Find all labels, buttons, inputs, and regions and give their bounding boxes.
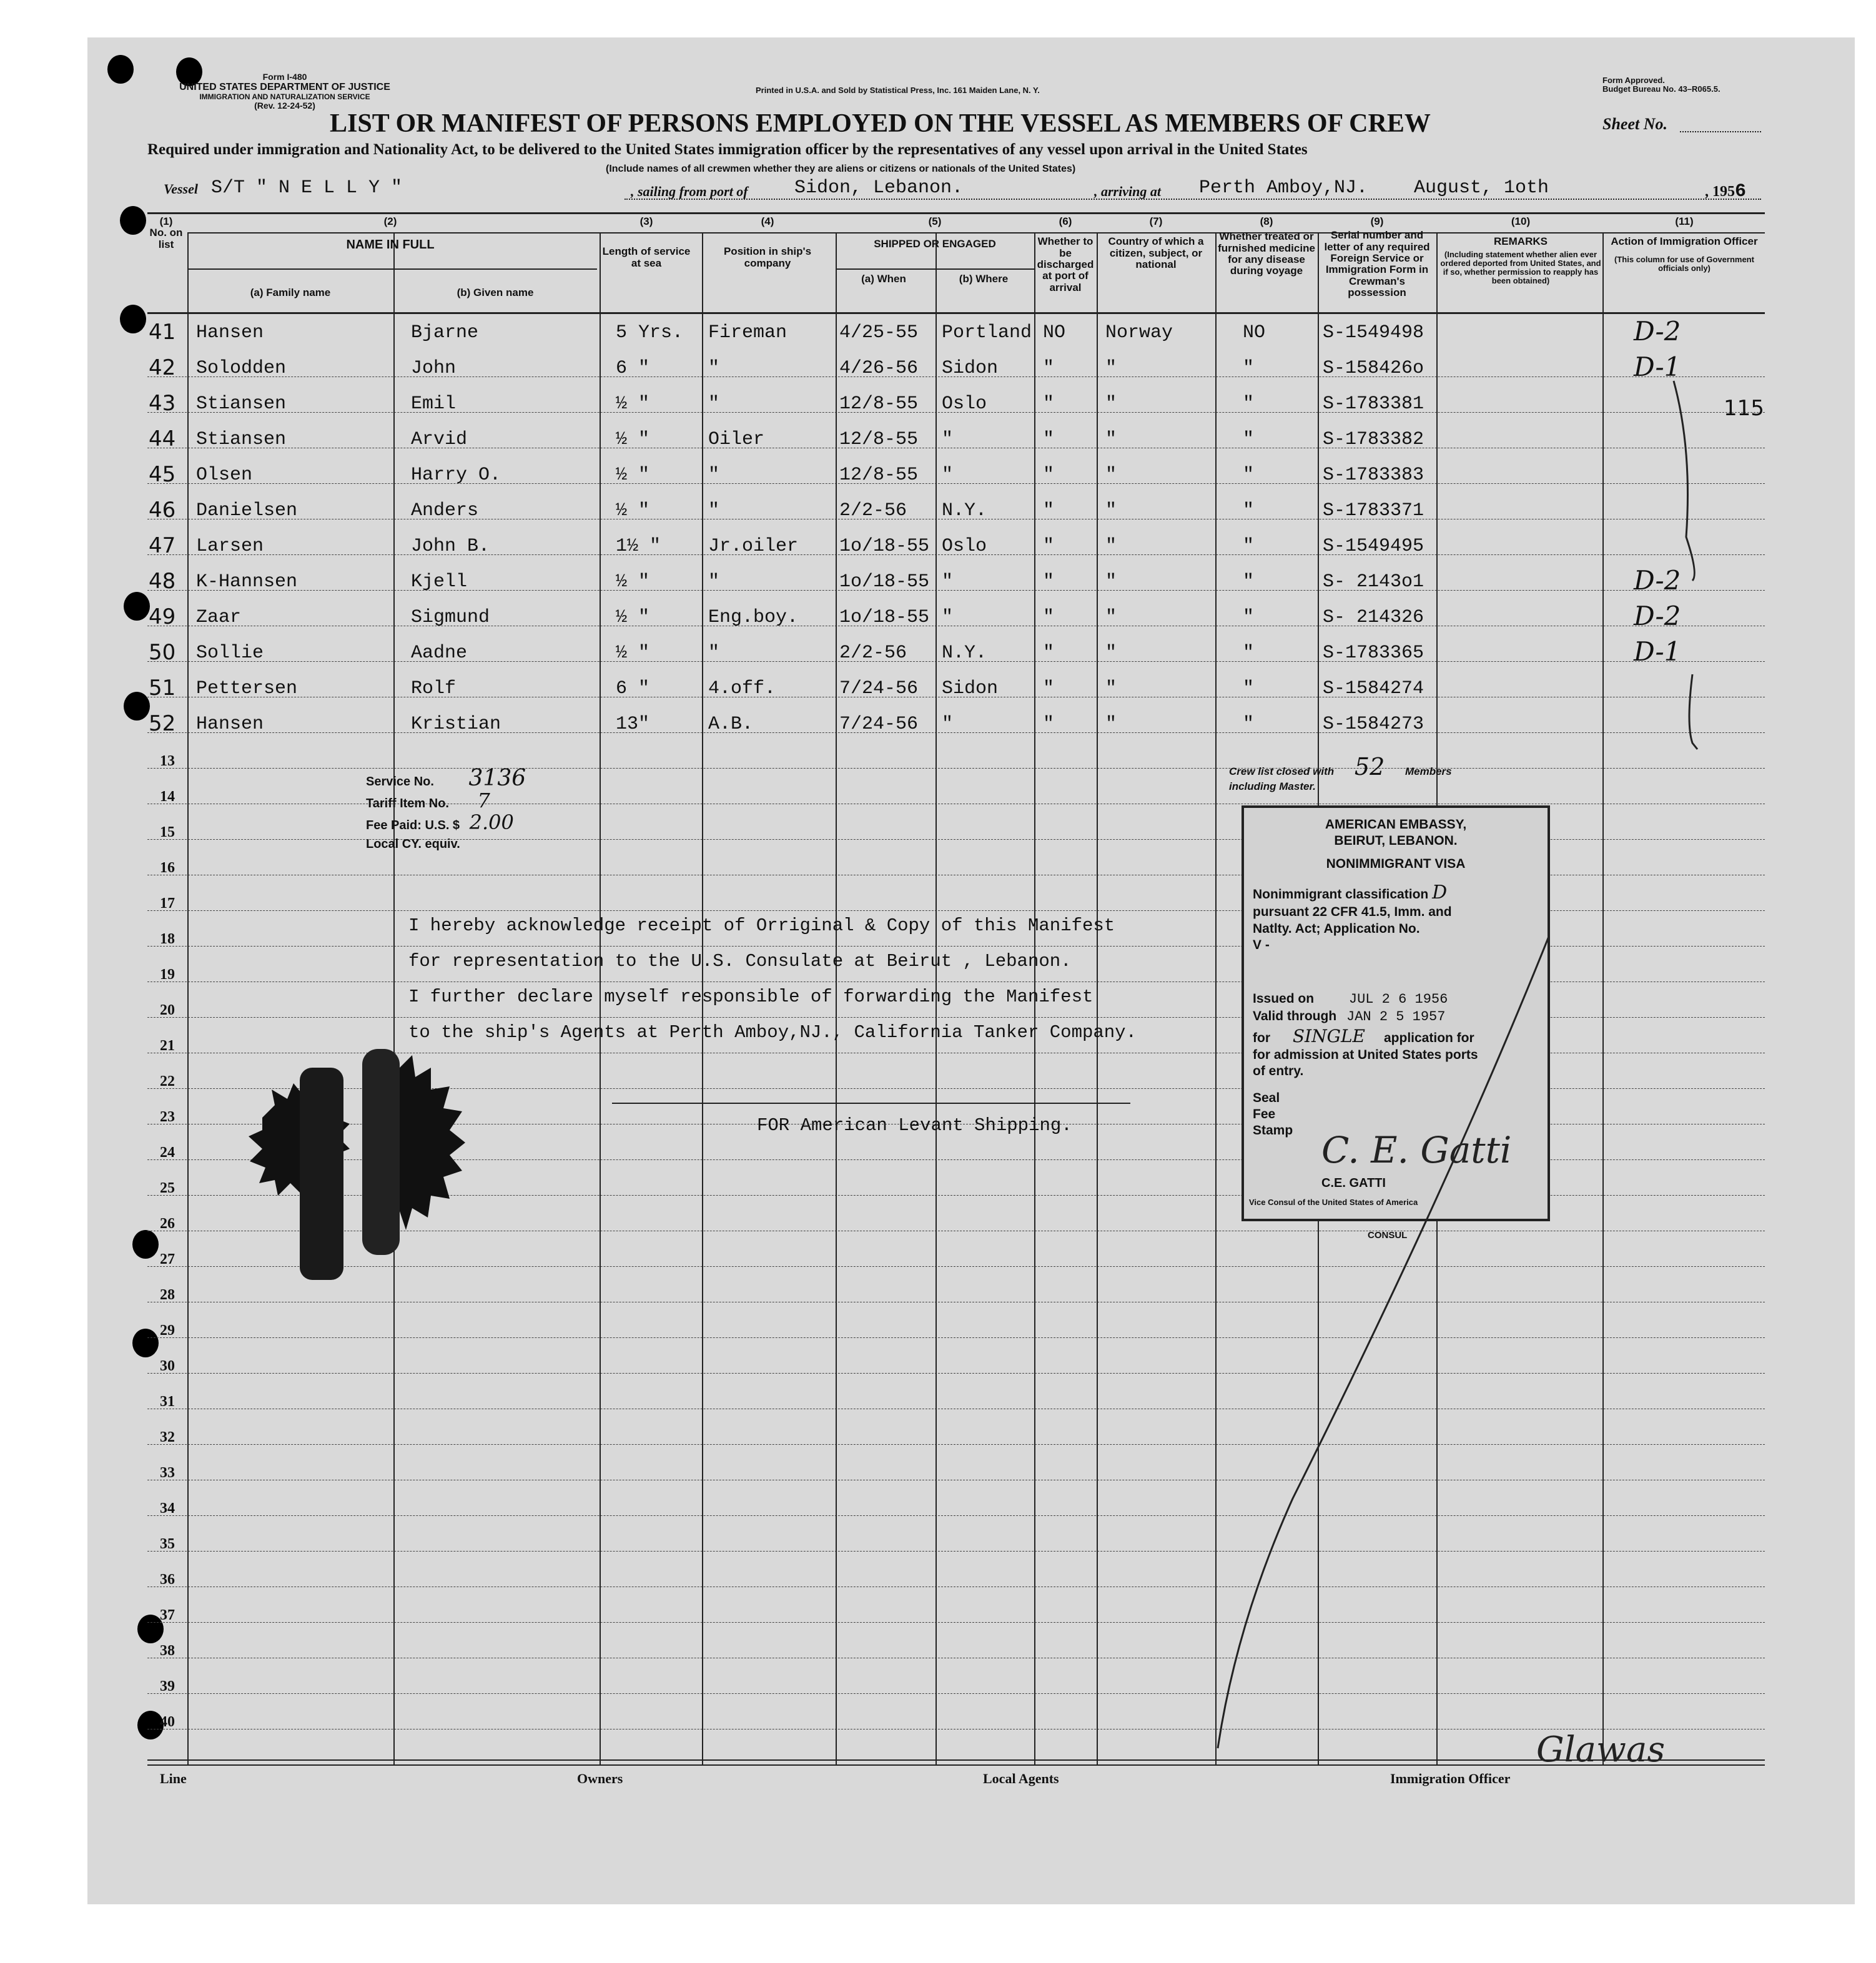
row-number: 48 (149, 569, 176, 594)
position: Jr.oiler (708, 536, 799, 557)
table-top-rule (147, 212, 1765, 214)
family-name: Danielsen (196, 500, 298, 521)
family-name: Pettersen (196, 678, 298, 699)
discharge: NO (1043, 322, 1066, 343)
column-rule (187, 232, 189, 1764)
row-number: 50 (149, 640, 176, 665)
row-number: 13 (160, 753, 175, 769)
serial-number: S- 214326 (1323, 607, 1424, 628)
position: Fireman (708, 322, 787, 343)
row-number: 28 (160, 1287, 175, 1303)
family-name: Larsen (196, 536, 264, 557)
col2b-header: (b) Given name (457, 287, 534, 298)
serial-number: S-1783365 (1323, 642, 1424, 664)
country: " (1105, 536, 1117, 557)
declaration-line: I further declare myself responsible of forwarding the Manifest (408, 986, 1094, 1007)
crew-list-note: Crew list closed with 52 Members including Master. (1229, 753, 1452, 792)
treated: " (1243, 678, 1255, 699)
col9-header: (9) Serial number and letter of any required Foreign Service or Immigration Form in Crewman's possession (1324, 215, 1430, 299)
row-rule (147, 768, 1765, 769)
col3-header: (3) Length of service at sea (602, 215, 691, 269)
punch-hole (120, 206, 146, 235)
shipped-when: 12/8-55 (839, 393, 919, 415)
row-number: 35 (160, 1536, 175, 1552)
given-name: John (411, 358, 457, 379)
position: Eng.boy. (708, 607, 799, 628)
serial-number: S-1584274 (1323, 678, 1424, 699)
given-name: Anders (411, 500, 479, 521)
service-length: 6 " (616, 358, 650, 379)
row-number: 43 (149, 391, 176, 416)
officer-signature: Glawas (1536, 1729, 1666, 1770)
treated: " (1243, 429, 1255, 450)
shipped-where: Portland (942, 322, 1032, 343)
form-subtitle: Required under immigration and Nationality Act, to be delivered to the United States immigration officer by the representatives of any vessel upon arrival in the United States (147, 141, 1308, 158)
serial-number: S-1783381 (1323, 393, 1424, 415)
treated: " (1243, 571, 1255, 593)
service-length: 1½ " (616, 536, 661, 557)
col2-number: (2) (383, 215, 397, 227)
row-number: 40 (160, 1714, 175, 1730)
given-name: Kristian (411, 714, 501, 735)
position: 4.off. (708, 678, 776, 699)
officer-action: D-2 (1634, 601, 1681, 631)
col5-header: (5) SHIPPED OR ENGAGED (874, 215, 996, 250)
shipped-when: 1o/18-55 (839, 571, 930, 593)
row-number: 23 (160, 1109, 175, 1125)
family-name: Sollie (196, 642, 264, 664)
form-approval: Form Approved. Budget Bureau No. 43–R065.5. (1602, 76, 1720, 94)
family-name: Olsen (196, 465, 253, 486)
row-number: 26 (160, 1216, 175, 1232)
treated: " (1243, 714, 1255, 735)
given-name: Kjell (411, 571, 468, 593)
position: " (708, 571, 720, 593)
family-name: Hansen (196, 714, 264, 735)
shipped-when: 2/2-56 (839, 642, 907, 664)
family-name: Solodden (196, 358, 287, 379)
country: " (1105, 500, 1117, 521)
country: " (1105, 465, 1117, 486)
family-name: K-Hannsen (196, 571, 298, 593)
row-number: 33 (160, 1465, 175, 1481)
service-length: ½ " (616, 642, 650, 664)
discharge: " (1043, 465, 1055, 486)
country: " (1105, 607, 1117, 628)
row-number: 21 (160, 1038, 175, 1054)
service-length: ½ " (616, 429, 650, 450)
row-number: 36 (160, 1572, 175, 1588)
row-number: 49 (149, 604, 176, 629)
given-name: Bjarne (411, 322, 479, 343)
officer-action: D-1 (1634, 636, 1681, 667)
service-length: ½ " (616, 393, 650, 415)
service-length: ½ " (616, 607, 650, 628)
row-number: 14 (160, 789, 175, 805)
punch-hole (132, 1329, 159, 1357)
row-number: 51 (149, 676, 176, 701)
service-length: 5 Yrs. (616, 322, 684, 343)
col5a-header: (a) When (861, 273, 906, 285)
arrival-port: Perth Amboy,NJ. (1199, 177, 1368, 199)
position: Oiler (708, 429, 765, 450)
row-number: 44 (149, 426, 176, 451)
treated: NO (1243, 322, 1266, 343)
officer-action: D-1 (1634, 352, 1681, 382)
shipped-where: Oslo (942, 393, 987, 415)
family-name: Hansen (196, 322, 264, 343)
col10-header: (10) REMARKS (Including statement whether alien ever ordered deported from United States, and if so, whether permission to reapply has been obtained) (1440, 215, 1601, 285)
discharge: " (1043, 678, 1055, 699)
family-name: Zaar (196, 607, 242, 628)
discharge: " (1043, 571, 1055, 593)
given-name: Arvid (411, 429, 468, 450)
service-length: ½ " (616, 571, 650, 593)
margin-note: 115 (1724, 396, 1764, 421)
serial-number: S-1783371 (1323, 500, 1424, 521)
serial-number: S-1783383 (1323, 465, 1424, 486)
col2-header: NAME IN FULL (346, 238, 435, 252)
visa-stamp: AMERICAN EMBASSY, BEIRUT, LEBANON. NONIMMIGRANT VISA Nonimmigrant classification D pursuant 22 CFR 41.5, Imm. and Natlty. Act; Application No. V - Issued on JUL 2 6 1956 Valid through JAN 2 5 1957 for SINGLE application for for admission at United States ports of entry. Seal Fee Stamp C. E. Gatti C.E. GATTI Vice Consul of the United States of America (1242, 805, 1550, 1221)
arrival-year: , 1956 (1705, 181, 1747, 202)
declaration-line: I hereby acknowledge receipt of Orriginal & Copy of this Manifest (408, 915, 1115, 936)
consul-name: C.E. GATTI (1321, 1176, 1386, 1190)
discharge: " (1043, 500, 1055, 521)
officer-action: D-2 (1634, 565, 1681, 596)
shipped-where: Oslo (942, 536, 987, 557)
col1-header: (1) No. on list (149, 215, 183, 250)
row-number: 52 (149, 711, 176, 736)
discharge: " (1043, 607, 1055, 628)
row-number: 17 (160, 895, 175, 912)
given-name: John B. (411, 536, 490, 557)
service-length: ½ " (616, 500, 650, 521)
signature-line: FOR American Levant Shipping. (757, 1115, 1072, 1136)
footer-line-label: Line (160, 1771, 187, 1786)
consul-signature: C. E. Gatti (1321, 1129, 1512, 1171)
row-number: 39 (160, 1678, 175, 1695)
row-number: 30 (160, 1358, 175, 1374)
col4-header: (4) Position in ship's company (723, 215, 812, 269)
row-number: 16 (160, 860, 175, 876)
header-bottom-rule (147, 312, 1765, 314)
row-number: 29 (160, 1322, 175, 1339)
row-number: 19 (160, 967, 175, 983)
name-subheader-rule (187, 268, 597, 270)
discharge: " (1043, 714, 1055, 735)
footer-top-rule (147, 1759, 1765, 1761)
footer-officer-label: Immigration Officer (1390, 1771, 1511, 1786)
row-rule (147, 590, 1765, 591)
row-number: 41 (149, 320, 176, 345)
serial-number: S- 2143o1 (1323, 571, 1424, 593)
row-number: 18 (160, 931, 175, 947)
arrival-date: August, 1oth (1414, 177, 1549, 199)
col5b-header: (b) Where (959, 273, 1009, 285)
cancellation-stroke (1187, 937, 1624, 1761)
given-name: Sigmund (411, 607, 490, 628)
serial-number: S-1549498 (1323, 322, 1424, 343)
sheet-number-field (1680, 131, 1761, 132)
consul-title: Vice Consul of the United States of America (1249, 1198, 1418, 1207)
declaration-line: to the ship's Agents at Perth Amboy,NJ., California Tanker Company. (408, 1022, 1137, 1043)
discharge: " (1043, 536, 1055, 557)
country: " (1105, 678, 1117, 699)
given-name: Aadne (411, 642, 468, 664)
position: " (708, 465, 720, 486)
shipped-where: Sidon (942, 678, 999, 699)
punch-hole (124, 692, 150, 721)
position: " (708, 358, 720, 379)
punch-hole (124, 592, 150, 621)
row-number: 25 (160, 1180, 175, 1196)
shipped-where: Sidon (942, 358, 999, 379)
form-note: (Include names of all crewmen whether they are aliens or citizens or nationals of the United States) (606, 164, 1076, 174)
shipped-where: " (942, 571, 954, 593)
shipped-where: " (942, 429, 954, 450)
service-length: 13" (616, 714, 650, 735)
country: Norway (1105, 322, 1173, 343)
shipped-where: " (942, 714, 954, 735)
arriving-label: , arriving at (1094, 184, 1161, 199)
shipped-when: 7/24-56 (839, 714, 919, 735)
printer-note: Printed in U.S.A. and Sold by Statistical Press, Inc. 161 Maiden Lane, N. Y. (756, 86, 1040, 95)
row-number: 27 (160, 1251, 175, 1267)
form-identification: Form I-480 UNITED STATES DEPARTMENT OF JUSTICE IMMIGRATION AND NATURALIZATION SERVICE (Rev. 12-24-52) (179, 72, 390, 111)
treated: " (1243, 465, 1255, 486)
shipped-where: N.Y. (942, 500, 987, 521)
row-number: 34 (160, 1500, 175, 1517)
row-number: 20 (160, 1002, 175, 1018)
treated: " (1243, 358, 1255, 379)
col7-header: (7) Country of which a citizen, subject, or national (1108, 215, 1204, 271)
row-number: 22 (160, 1073, 175, 1090)
shipped-where: N.Y. (942, 642, 987, 664)
shipped-when: 7/24-56 (839, 678, 919, 699)
shipped-subheader-rule (836, 268, 1034, 270)
country: " (1105, 642, 1117, 664)
declaration-text (408, 908, 1137, 1050)
action-bracket (1599, 375, 1786, 762)
position: A.B. (708, 714, 754, 735)
row-number: 32 (160, 1429, 175, 1445)
fee-stamp: Service No. 3136 Tariff Item No. 7 Fee Paid: U.S. $ 2.00 Local CY. equiv. (366, 765, 526, 851)
row-number: 45 (149, 462, 176, 487)
country: " (1105, 429, 1117, 450)
given-name: Harry O. (411, 465, 501, 486)
service-length: ½ " (616, 465, 650, 486)
row-rule (147, 1764, 1765, 1766)
country: " (1105, 393, 1117, 415)
treated: " (1243, 642, 1255, 664)
row-number: 42 (149, 355, 176, 380)
declaration-line: for representation to the U.S. Consulate at Beirut , Lebanon. (408, 951, 1072, 972)
form-title: LIST OR MANIFEST OF PERSONS EMPLOYED ON THE VESSEL AS MEMBERS OF CREW (330, 109, 1431, 138)
punch-hole (107, 55, 134, 84)
row-number: 46 (149, 498, 176, 523)
departure-port: Sidon, Lebanon. (794, 177, 964, 199)
officer-action: D-2 (1634, 316, 1681, 347)
col11-header: (11) Action of Immigration Officer (This column for use of Government officials only) (1611, 215, 1758, 273)
row-number: 24 (160, 1144, 175, 1161)
col6-header: (6) Whether to be discharged at port of arrival (1037, 215, 1094, 293)
vessel-line-rule (625, 199, 1761, 200)
col2a-header: (a) Family name (250, 287, 331, 298)
row-number: 15 (160, 824, 175, 840)
shipped-when: 12/8-55 (839, 465, 919, 486)
shipped-when: 12/8-55 (839, 429, 919, 450)
family-name: Stiansen (196, 393, 287, 415)
given-name: Emil (411, 393, 457, 415)
sheet-number-label: Sheet No. (1602, 115, 1667, 133)
country: " (1105, 714, 1117, 735)
family-name: Stiansen (196, 429, 287, 450)
row-number: 47 (149, 533, 176, 558)
punch-hole (120, 305, 146, 333)
sailing-label: , sailing from port of (631, 184, 748, 199)
treated: " (1243, 500, 1255, 521)
punch-hole (132, 1230, 159, 1259)
service-length: 6 " (616, 678, 650, 699)
row-rule (147, 483, 1765, 484)
given-name: Rolf (411, 678, 457, 699)
row-rule (147, 732, 1765, 733)
treated: " (1243, 536, 1255, 557)
row-number: 31 (160, 1394, 175, 1410)
vessel-label: Vessel (164, 181, 198, 197)
row-number: 37 (160, 1607, 175, 1623)
discharge: " (1043, 393, 1055, 415)
treated: " (1243, 393, 1255, 415)
serial-number: S-1549495 (1323, 536, 1424, 557)
col8-header: (8) Whether treated or furnished medicine for any disease during voyage (1218, 215, 1315, 277)
position: " (708, 393, 720, 415)
signature-rule (612, 1103, 1130, 1104)
position: " (708, 642, 720, 664)
discharge: " (1043, 358, 1055, 379)
position: " (708, 500, 720, 521)
row-number: 38 (160, 1643, 175, 1659)
shipped-where: " (942, 465, 954, 486)
footer-owners-label: Owners (577, 1771, 623, 1786)
serial-number: S-1783382 (1323, 429, 1424, 450)
shipped-when: 4/25-55 (839, 322, 919, 343)
consul-label: CONSUL (1368, 1230, 1408, 1241)
column-rule (393, 232, 395, 1764)
shipped-where: " (942, 607, 954, 628)
discharge: " (1043, 642, 1055, 664)
shipped-when: 2/2-56 (839, 500, 907, 521)
serial-number: S-1584273 (1323, 714, 1424, 735)
serial-number: S-158426o (1323, 358, 1424, 379)
redacted-seal (225, 1030, 500, 1286)
country: " (1105, 358, 1117, 379)
shipped-when: 1o/18-55 (839, 607, 930, 628)
discharge: " (1043, 429, 1055, 450)
shipped-when: 4/26-56 (839, 358, 919, 379)
vessel-name: S/T " N E L L Y " (211, 177, 403, 199)
country: " (1105, 571, 1117, 593)
footer-agents-label: Local Agents (983, 1771, 1059, 1786)
treated: " (1243, 607, 1255, 628)
shipped-when: 1o/18-55 (839, 536, 930, 557)
